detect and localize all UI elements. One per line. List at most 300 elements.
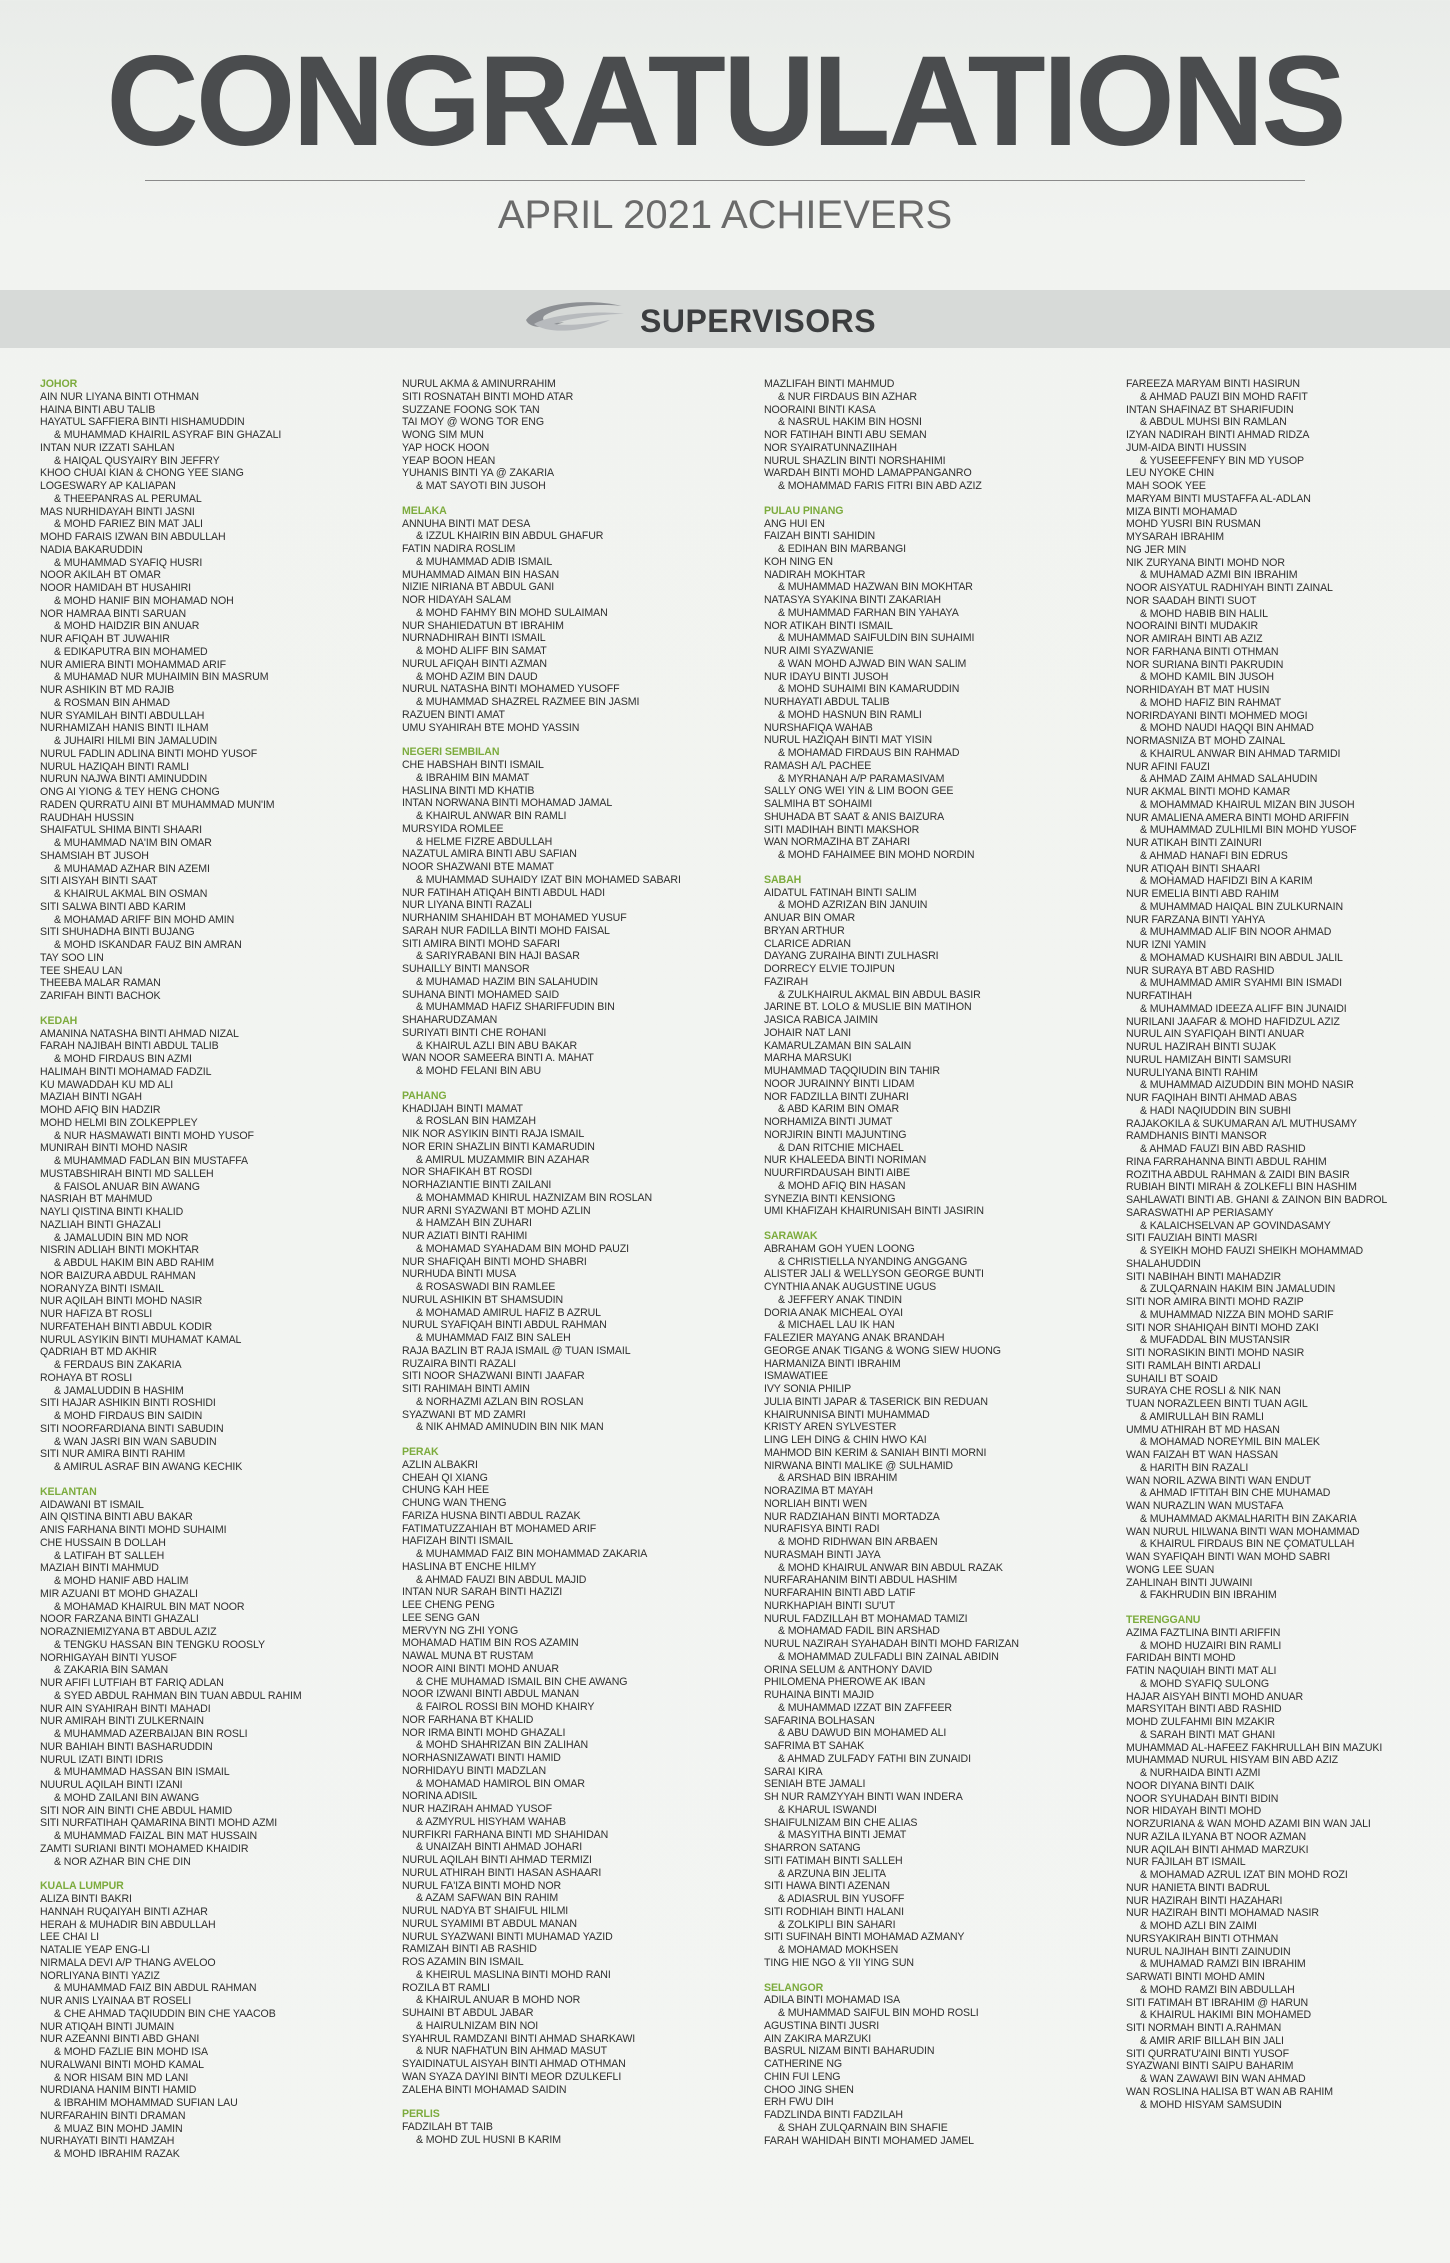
achiever-name: MARYAM BINTI MUSTAFFA AL-ADLAN: [1126, 492, 1311, 505]
achiever-name: NURUL FADZILLAH BT MOHAMAD TAMIZI: [764, 1612, 968, 1625]
achiever-name: NURASMAH BINTI JAYA: [764, 1548, 881, 1561]
achiever-name: LOGESWARY AP KALIAPAN: [40, 480, 176, 492]
achiever-name: & MUHAMMAD HAZWAN BIN MOKHTAR: [778, 581, 973, 594]
achiever-name: & CHE AHMAD TAQIUDDIN BIN CHE YAACOB: [54, 2007, 276, 2020]
achiever-name: & MUFADDAL BIN MUSTANSIR: [1140, 1334, 1291, 1347]
achiever-name: & SARIYRABANI BIN HAJI BASAR: [416, 950, 580, 963]
achiever-name: NORAZIMA BT MAYAH: [764, 1485, 873, 1497]
achiever-name: NUR HAZIRAH AHMAD YUSOF: [402, 1803, 552, 1815]
achiever-name: & MOHD FIRDAUS BIN SAIDIN: [54, 1410, 203, 1422]
achiever-name: & MUHAMMAD ALIF BIN NOOR AHMAD: [1140, 926, 1332, 939]
achiever-name: & THEEPANRAS AL PERUMAL: [54, 492, 202, 505]
achiever-name: JUM-AIDA BINTI HUSSIN: [1126, 441, 1247, 454]
achiever-name: SAFRIMA BT SAHAK: [764, 1740, 865, 1752]
achiever-name: NURUL SYAMIMI BT ABDUL MANAN: [402, 1917, 577, 1930]
achiever-name: & MUHAMAD NUR MUHAIMIN BIN MASRUM: [54, 671, 269, 684]
achiever-name: NUR LIYANA BINTI RAZALI: [402, 899, 532, 912]
achiever-name: NUR SHAHIEDATUN BT IBRAHIM: [402, 619, 564, 632]
achiever-name: CHE HABSHAH BINTI ISMAIL: [402, 759, 544, 771]
achiever-name: & AZAM SAFWAN BIN RAHIM: [416, 1892, 559, 1905]
achiever-name: & EDIHAN BIN MARBANGI: [778, 543, 906, 555]
achiever-name: NOR SYAIRATUNNAZIIHAH: [764, 441, 897, 454]
achiever-name: SHARRON SATANG: [764, 1842, 861, 1854]
achiever-name: SH NUR RAMZYYAH BINTI WAN INDERA: [764, 1791, 963, 1803]
achiever-name: & MOHD FIRDAUS BIN AZMI: [54, 1053, 192, 1065]
achiever-name: & AMIRUL ASRAF BIN AWANG KECHIK: [54, 1461, 243, 1473]
achiever-name: NADIRAH MOKHTAR: [764, 568, 866, 581]
achiever-name: & KHAIRUL ANUAR B MOHD NOR: [416, 1994, 581, 2007]
achiever-name: & MASYITHA BINTI JEMAT: [778, 1829, 907, 1842]
achiever-name: AIDATUL FATINAH BINTI SALIM: [764, 886, 917, 899]
achiever-name: NORINA ADISIL: [402, 1790, 478, 1803]
achiever-name: BASRUL NIZAM BINTI BAHARUDIN: [764, 2045, 935, 2058]
achiever-name: MARHA MARSUKI: [764, 1052, 852, 1065]
achiever-name: NOR HIDAYAH BINTI MOHD: [1126, 1805, 1262, 1818]
achiever-name: NUR AIMI SYAZWANIE: [764, 645, 874, 657]
achiever-name: NOOR AINI BINTI MOHD ANUAR: [402, 1662, 559, 1675]
achiever-name: & MOHD KHAIRUL ANWAR BIN ABDUL RAZAK: [778, 1561, 1003, 1574]
achiever-name: NADIA BAKARUDDIN: [40, 543, 143, 556]
section-label: SUPERVISORS: [640, 303, 877, 339]
achiever-name: ZARIFAH BINTI BACHOK: [40, 990, 161, 1002]
achiever-name: NORHAMIZA BINTI JUMAT: [764, 1116, 893, 1128]
achiever-name: & MOHD NAUDI HAQQI BIN AHMAD: [1140, 722, 1314, 735]
achiever-name: & FAKHRUDIN BIN IBRAHIM: [1140, 1589, 1277, 1602]
region-heading: MELAKA: [402, 504, 447, 517]
achiever-name: NURHAYATI ABDUL TALIB: [764, 696, 890, 708]
achiever-name: SITI RODHIAH BINTI HALANI: [764, 1905, 904, 1918]
achiever-name: WAN NURAZLIN WAN MUSTAFA: [1126, 1500, 1284, 1512]
achiever-name: & WAN ZAWAWI BIN WAN AHMAD: [1140, 2073, 1306, 2085]
page-title: CONGRATULATIONS: [106, 30, 1344, 173]
achiever-name: RAZUEN BINTI AMAT: [402, 708, 505, 721]
achiever-name: & ARZUNA BIN JELITA: [778, 1867, 886, 1880]
achiever-name: INTAN NUR SARAH BINTI HAZIZI: [402, 1586, 563, 1599]
achiever-name: NUR HAZIRAH BINTI MOHAMAD NASIR: [1126, 1907, 1319, 1920]
achiever-name: SARWATI BINTI MOHD AMIN: [1126, 1971, 1265, 1983]
achiever-name: & WAN JASRI BIN WAN SABUDIN: [54, 1435, 217, 1448]
achiever-name: NORLIAH BINTI WEN: [764, 1497, 868, 1510]
achiever-name: NOORAINI BINTI KASA: [764, 403, 876, 416]
achiever-name: & NUR FIRDAUS BIN AZHAR: [778, 390, 917, 403]
achiever-name: NURUL SYAZWANI BINTI MUHAMAD YAZID: [402, 1930, 613, 1943]
achiever-name: & NUR HASMAWATI BINTI MOHD YUSOF: [54, 1129, 254, 1142]
achiever-name: SHAIFULNIZAM BIN CHE ALIAS: [764, 1816, 918, 1829]
achiever-name: HASLINA BINTI MD KHATIB: [402, 784, 535, 797]
achiever-name: NURUL HAZIQAH BINTI RAMLI: [40, 760, 189, 773]
achiever-name: NAZLIAH BINTI GHAZALI: [40, 1218, 161, 1231]
achiever-name: NURUL ATHIRAH BINTI HASAN ASHAARI: [402, 1866, 602, 1879]
achiever-name: & MOHAMMAD FARIS FITRI BIN ABD AZIZ: [778, 480, 982, 492]
achiever-name: NOORAINI BINTI MUDAKIR: [1126, 620, 1258, 633]
achiever-name: NUR HAZIRAH BINTI HAZAHARI: [1126, 1894, 1283, 1907]
achiever-name: MARSYITAH BINTI ABD RASHID: [1126, 1703, 1282, 1716]
achiever-name: ROS AZAMIN BIN ISMAIL: [402, 1956, 524, 1968]
achiever-name: SAHLAWATI BINTI AB. GHANI & ZAINON BIN BADROL: [1126, 1194, 1388, 1206]
achiever-name: KHAIRUNNISA BINTI MUHAMMAD: [764, 1408, 930, 1421]
achiever-name: NURUL IZATI BINTI IDRIS: [40, 1753, 164, 1766]
achiever-name: LEU NYOKE CHIN: [1126, 467, 1215, 480]
achiever-name: QADRIAH BT MD AKHIR: [40, 1346, 157, 1359]
achiever-name: NUR SYAMILAH BINTI ABDULLAH: [40, 709, 205, 722]
achiever-name: & KHAIRUL AKMAL BIN OSMAN: [54, 888, 208, 900]
achiever-name: NOOR AKILAH BT OMAR: [40, 569, 161, 582]
achiever-name: & NURHAIDA BINTI AZMI: [1140, 1767, 1261, 1779]
achiever-name: WAN NORMAZIHA BT ZAHARI: [764, 836, 911, 849]
achiever-name: ABRAHAM GOH YUEN LOONG: [764, 1242, 915, 1255]
achiever-name: NURHAYATI BINTI HAMZAH: [40, 2135, 175, 2148]
achiever-name: & TENGKU HASSAN BIN TENGKU ROOSLY: [54, 1638, 265, 1651]
achiever-name: SUHAILLY BINTI MANSOR: [402, 963, 530, 975]
achiever-name: TUAN NORAZLEEN BINTI TUAN AGIL: [1126, 1398, 1308, 1410]
achiever-name: & IBRAHIM MOHAMMAD SUFIAN LAU: [54, 2097, 238, 2109]
achiever-name: RADEN QURRATU AINI BT MUHAMMAD MUN'IM: [40, 798, 275, 811]
achiever-name: MUNIRAH BINTI MOHD NASIR: [40, 1142, 188, 1155]
achiever-name: & MOHD HANIF ABD HALIM: [54, 1575, 189, 1587]
achiever-name: NAZATUL AMIRA BINTI ABU SAFIAN: [402, 848, 577, 861]
achiever-name: MUHAMMAD AIMAN BIN HASAN: [402, 568, 560, 581]
achiever-name: CLARICE ADRIAN: [764, 937, 851, 950]
achiever-name: YUHANIS BINTI YA @ ZAKARIA: [402, 467, 554, 480]
achiever-name: SITI RAHIMAH BINTI AMIN: [402, 1383, 530, 1395]
achiever-name: NUR AMIERA BINTI MOHAMMAD ARIF: [40, 658, 226, 671]
achiever-name: NOR HAMRAA BINTI SARUAN: [40, 607, 187, 620]
achiever-name: NOR ERIN SHAZLIN BINTI KAMARUDIN: [402, 1140, 595, 1153]
achiever-name: SITI NOORFARDIANA BINTI SABUDIN: [40, 1422, 224, 1435]
achiever-name: NUR AFIQAH BT JUWAHIR: [40, 633, 170, 645]
achiever-name: RAMIZAH BINTI AB RASHID: [402, 1943, 537, 1956]
achiever-name: KHADIJAH BINTI MAMAT: [402, 1102, 523, 1115]
achiever-name: FAIZAH BINTI SAHIDIN: [764, 530, 876, 543]
achiever-name: & MUAZ BIN MOHD JAMIN: [54, 2122, 183, 2135]
achiever-name: NOOR IZWANI BINTI ABDUL MANAN: [402, 1688, 580, 1701]
achiever-name: MUHAMMAD NURUL HISYAM BIN ABD AZIZ: [1126, 1754, 1339, 1767]
achiever-name: NOOR SHAZWANI BTE MAMAT: [402, 861, 554, 873]
achiever-name: & HELME FIZRE ABDULLAH: [416, 835, 553, 848]
achiever-name: NUR AQILAH BINTI AHMAD MARZUKI: [1126, 1843, 1309, 1856]
achiever-name: JASICA RABICA JAIMIN: [764, 1014, 878, 1026]
achiever-name: NUR AZEANNI BINTI ABD GHANI: [40, 2033, 200, 2046]
achiever-name: SITI NORMAH BINTI A.RAHMAN: [1126, 2022, 1282, 2034]
achiever-name: HARMANIZA BINTI IBRAHIM: [764, 1357, 901, 1370]
achiever-name: MOHAMAD HATIM BIN ROS AZAMIN: [402, 1637, 579, 1650]
achiever-name: & MOHD KAMIL BIN JUSOH: [1140, 671, 1274, 684]
achiever-name: NISRIN ADLIAH BINTI MOKHTAR: [40, 1244, 199, 1257]
achiever-name: NURUL AKMA & AMINURRAHIM: [402, 378, 556, 390]
achiever-name: NURAFISYA BINTI RADI: [764, 1523, 880, 1536]
achiever-name: & AHMAD PAUZI BIN MOHD RAFIT: [1140, 390, 1308, 403]
achiever-name: CHUNG WAN THENG: [402, 1497, 507, 1509]
achiever-name: NUR AFIFI LUTFIAH BT FARIQ ADLAN: [40, 1677, 224, 1689]
achiever-name: SUHAILI BT SOAID: [1126, 1372, 1218, 1385]
achiever-name: & SARAH BINTI MAT GHANI: [1140, 1728, 1276, 1741]
achiever-name: & NIK AHMAD AMINUDIN BIN NIK MAN: [416, 1421, 604, 1434]
achiever-name: NUR HAFIZA BT ROSLI: [40, 1308, 153, 1320]
achiever-name: & CHRISTIELLA NYANDING ANGGANG: [778, 1255, 968, 1268]
achiever-name: AIDAWANI BT ISMAIL: [40, 1498, 144, 1511]
achiever-name: & MUHAMMAD AZERBAIJAN BIN ROSLI: [54, 1728, 248, 1740]
achiever-name: NURDIANA HANIM BINTI HAMID: [40, 2084, 197, 2097]
achiever-name: & KHAIRUL ANWAR BIN AHMAD TARMIDI: [1140, 747, 1341, 760]
achiever-name: MOHD FARAIS IZWAN BIN ABDULLAH: [40, 531, 226, 543]
achiever-name: & MOHAMAD HAFIDZI BIN A KARIM: [1140, 875, 1313, 888]
achiever-name: SUHAINI BT ABDUL JABAR: [402, 2007, 534, 2019]
achiever-name: & MOHD FAHMY BIN MOHD SULAIMAN: [416, 606, 608, 619]
achiever-name: & AZMYRUL HISYHAM WAHAB: [416, 1815, 566, 1828]
achiever-name: NUR ASHIKIN BT MD RAJIB: [40, 684, 175, 696]
achiever-name: ONG AI YIONG & TEY HENG CHONG: [40, 786, 220, 798]
achiever-name: WAN NURUL HILWANA BINTI WAN MOHAMMAD: [1126, 1525, 1360, 1538]
achiever-name: & ABDUL HAKIM BIN ABD RAHIM: [54, 1257, 214, 1269]
achiever-name: NOR FADZILLA BINTI ZUHARI: [764, 1090, 909, 1103]
achiever-name: & MOHD AZRIZAN BIN JANUIN: [778, 899, 928, 912]
achiever-name: RINA FARRAHANNA BINTI ABDUL RAHIM: [1126, 1155, 1327, 1168]
achiever-name: NURUL HAZIQAH BINTI MAT YISIN: [764, 734, 932, 747]
achiever-name: NIRWANA BINTI MALIKE @ SULHAMID: [764, 1459, 953, 1472]
achiever-name: NOR SURIANA BINTI PAKRUDIN: [1126, 658, 1284, 671]
achiever-name: & MAT SAYOTI BIN JUSOH: [416, 480, 546, 492]
achiever-name: CATHERINE NG: [764, 2058, 843, 2070]
achiever-name: & ROSMAN BIN AHMAD: [54, 696, 170, 709]
achiever-name: & MUHAMMAD ZULHILMI BIN MOHD YUSOF: [1140, 824, 1357, 837]
achiever-name: NUR SURAYA BT ABD RASHID: [1126, 964, 1275, 977]
achiever-name: & MOHAMAD HAMIROL BIN OMAR: [416, 1777, 585, 1790]
achiever-name: HASLINA BT ENCHE HILMY: [402, 1560, 537, 1573]
achiever-name: NURUN NAJWA BINTI AMINUDDIN: [40, 773, 208, 786]
achiever-name: NURUL AFIQAH BINTI AZMAN: [402, 657, 547, 670]
achiever-name: FAREEZA MARYAM BINTI HASIRUN: [1126, 378, 1300, 390]
achiever-name: RAUDHAH HUSSIN: [40, 811, 134, 824]
achiever-name: NURALWANI BINTI MOHD KAMAL: [40, 2058, 204, 2071]
achiever-name: NUR SHAFIQAH BINTI MOHD SHABRI: [402, 1255, 587, 1268]
achiever-name: & ARSHAD BIN IBRAHIM: [778, 1472, 898, 1485]
achiever-name: NATALIE YEAP ENG-LI: [40, 1944, 150, 1956]
achiever-name: HERAH & MUHADIR BIN ABDULLAH: [40, 1918, 216, 1931]
achiever-name: RAMASH A/L PACHEE: [764, 759, 872, 772]
achiever-name: & MUHAMMAD FARHAN BIN YAHAYA: [778, 606, 959, 619]
achiever-name: AIN QISTINA BINTI ABU BAKAR: [40, 1511, 193, 1524]
achiever-name: CYNTHIA ANAK AUGUSTINE UGUS: [764, 1281, 937, 1293]
achiever-name: MUSTABSHIRAH BINTI MD SALLEH: [40, 1167, 214, 1180]
achiever-name: NUR AIN SYAHIRAH BINTI MAHADI: [40, 1702, 211, 1715]
achiever-name: & MOHD RAMZI BIN ABDULLAH: [1140, 1983, 1295, 1996]
region-heading: SARAWAK: [764, 1230, 818, 1242]
achiever-name: & MUHAMMAD HASSAN BIN ISMAIL: [54, 1766, 230, 1779]
achiever-name: & MUHAMMAD FAIZAL BIN MAT HUSSAIN: [54, 1830, 258, 1842]
achiever-name: NOR BAIZURA ABDUL RAHMAN: [40, 1269, 196, 1282]
achiever-name: NOR SHAFIKAH BT ROSDI: [402, 1166, 533, 1179]
achiever-name: & MOHAMAD ARIFF BIN MOHD AMIN: [54, 913, 235, 926]
achiever-name: AIN ZAKIRA MARZUKI: [764, 2032, 872, 2045]
achiever-name: JARINE BT. LOLO & MUSLIE BIN MATIHON: [764, 1001, 972, 1014]
achiever-name: SITI NOOR SHAZWANI BINTI JAAFAR: [402, 1370, 585, 1383]
achiever-name: & MOHAMAD AZRUL IZAT BIN MOHD ROZI: [1140, 1869, 1348, 1881]
achiever-name: ANG HUI EN: [764, 517, 825, 530]
achiever-name: BRYAN ARTHUR: [764, 924, 845, 937]
achiever-name: FADZILAH BT TAIB: [402, 2121, 493, 2133]
achiever-name: SAFARINA BOLHASAN: [764, 1714, 875, 1727]
achiever-name: NUR ARNI SYAZWANI BT MOHD AZLIN: [402, 1204, 591, 1217]
achiever-name: MAHMOD BIN KERIM & SANIAH BINTI MORNI: [764, 1446, 987, 1459]
achiever-name: SITI SHUHADHA BINTI BUJANG: [40, 926, 195, 939]
achiever-name: & MUHAMAD RAMZI BIN IBRAHIM: [1140, 1958, 1306, 1971]
achiever-name: FARIDAH BINTI MOHD: [1126, 1652, 1236, 1665]
region-heading: PAHANG: [402, 1089, 447, 1102]
achiever-name: WAN NOOR SAMEERA BINTI A. MAHAT: [402, 1052, 594, 1065]
achiever-name: NURNADHIRAH BINTI ISMAIL: [402, 632, 546, 645]
achiever-name: & MOHD AZLI BIN ZAIMI: [1140, 1920, 1257, 1932]
achiever-name: SITI NUR AMIRA BINTI RAHIM: [40, 1448, 186, 1461]
achiever-name: INTAN NORWANA BINTI MOHAMAD JAMAL: [402, 797, 613, 810]
achiever-name: & MUHAMAD AZHAR BIN AZEMI: [54, 862, 210, 875]
achiever-name: NUR IDAYU BINTI JUSOH: [764, 670, 889, 683]
achiever-name: NUR ATIQAH BINTI SHAARI: [1126, 862, 1261, 875]
achiever-name: NOR HIDAYAH SALAM: [402, 594, 512, 606]
achiever-name: & HARITH BIN RAZALI: [1140, 1461, 1249, 1474]
achiever-name: MOHD ZULFAHMI BIN MZAKIR: [1126, 1716, 1275, 1728]
achiever-name: NURUL ASYIKIN BINTI MUHAMAT KAMAL: [40, 1333, 242, 1346]
achiever-name: MIZA BINTI MOHAMAD: [1126, 505, 1238, 518]
achiever-name: AZIMA FAZTLINA BINTI ARIFFIN: [1126, 1626, 1281, 1639]
achiever-name: & ROSLAN BIN HAMZAH: [416, 1115, 536, 1128]
achiever-name: SHAHARUDZAMAN: [402, 1014, 498, 1026]
achiever-name: & MUHAMMAD FAIZ BIN ABDUL RAHMAN: [54, 1982, 257, 1995]
achiever-name: WONG LEE SUAN: [1126, 1563, 1215, 1576]
achiever-name: WAN SYAZA DAYINI BINTI MEOR DZULKEFLI: [402, 2070, 622, 2083]
achiever-name: NURUL FA'IZA BINTI MOHD NOR: [402, 1879, 562, 1892]
achiever-name: NURHAMIZAH HANIS BINTI ILHAM: [40, 722, 209, 735]
achiever-name: & MUHAMMAD HAFIZ SHARIFFUDIN BIN: [416, 1001, 615, 1014]
achiever-name: NURULIYANA BINTI RAHIM: [1126, 1066, 1258, 1079]
achiever-name: NORANYZA BINTI ISMAIL: [40, 1282, 164, 1295]
achiever-name: NORAZNIEMIZYANA BT ABDUL AZIZ: [40, 1626, 217, 1638]
achiever-name: YEAP BOON HEAN: [402, 454, 496, 467]
achiever-name: HANNAH RUQAIYAH BINTI AZHAR: [40, 1905, 208, 1918]
achiever-name: ROZITHA ABDUL RAHMAN & ZAIDI BIN BASIR: [1126, 1168, 1350, 1181]
achiever-name: & MOHD RIDHWAN BIN ARBAEN: [778, 1536, 938, 1548]
achiever-name: & MUHAMMAD SAIFUL BIN MOHD ROSLI: [778, 2007, 979, 2019]
achiever-name: & NASRUL HAKIM BIN HOSNI: [778, 416, 922, 429]
achiever-name: SARAH NUR FADILLA BINTI MOHD FAISAL: [402, 924, 610, 937]
achiever-name: RAJAKOKILA & SUKUMARAN A/L MUTHUSAMY: [1126, 1117, 1357, 1130]
achiever-name: & MOHD HABIB BIN HALIL: [1140, 607, 1268, 620]
achiever-name: & WAN MOHD AJWAD BIN WAN SALIM: [778, 657, 967, 670]
achiever-name: IVY SONIA PHILIP: [764, 1383, 852, 1395]
achiever-name: SYAIDINATUL AISYAH BINTI AHMAD OTHMAN: [402, 2058, 626, 2070]
names-column-3: [764, 378, 1114, 2147]
achiever-name: & MOHD ZAILANI BIN AWANG: [54, 1791, 200, 1804]
achiever-name: GEORGE ANAK TIGANG & WONG SIEW HUONG: [764, 1344, 1001, 1357]
achiever-name: SHAMSIAH BT JUSOH: [40, 849, 149, 862]
achiever-name: FARAH NAJIBAH BINTI ABDUL TALIB: [40, 1040, 219, 1053]
achiever-name: & ABDUL MUHSI BIN RAMLAN: [1140, 416, 1287, 429]
achiever-name: RUHAINA BINTI MAJID: [764, 1689, 874, 1701]
achiever-name: ROHAYA BT ROSLI: [40, 1371, 133, 1384]
achiever-name: & MUHAMAD AZMI BIN IBRAHIM: [1140, 569, 1298, 582]
achiever-name: NIK NOR ASYIKIN BINTI RAJA ISMAIL: [402, 1128, 585, 1140]
achiever-name: NUR ATIQAH BINTI JUMAIN: [40, 2020, 175, 2033]
achiever-name: NURFARAHIN BINTI DRAMAN: [40, 2109, 186, 2122]
achiever-name: NURFARAHIN BINTI ABD LATIF: [764, 1587, 916, 1599]
achiever-name: ANIS FARHANA BINTI MOHD SUHAIMI: [40, 1524, 227, 1536]
achiever-name: & FERDAUS BIN ZAKARIA: [54, 1359, 182, 1371]
achiever-name: NIRMALA DEVI A/P THANG AVELOO: [40, 1956, 216, 1969]
achiever-name: CHOO JING SHEN: [764, 2083, 854, 2096]
achiever-name: NAYLI QISTINA BINTI KHALID: [40, 1206, 184, 1218]
achiever-name: HAFIZAH BINTI ISMAIL: [402, 1535, 514, 1548]
achiever-name: TAY SOO LIN: [40, 951, 104, 964]
achiever-name: SURAYA CHE ROSLI & NIK NAN: [1126, 1385, 1281, 1398]
achiever-name: & MOHAMAD KHAIRUL BIN MAT NOOR: [54, 1600, 245, 1613]
achiever-name: FALEZIER MAYANG ANAK BRANDAH: [764, 1332, 945, 1344]
achiever-name: NAWAL MUNA BT RUSTAM: [402, 1650, 534, 1662]
achiever-name: LEE CHAI LI: [40, 1931, 99, 1944]
achiever-name: INTAN SHAFINAZ BT SHARIFUDIN: [1126, 403, 1294, 416]
achiever-name: NURHUDA BINTI MUSA: [402, 1268, 517, 1281]
achiever-name: SITI RAMLAH BINTI ARDALI: [1126, 1359, 1261, 1372]
region-heading: PERAK: [402, 1446, 439, 1458]
achiever-name: & HAIRULNIZAM BIN NOI: [416, 2019, 539, 2032]
achiever-name: & KHEIRUL MASLINA BINTI MOHD RANI: [416, 1968, 611, 1981]
achiever-name: & MUHAMAD HAZIM BIN SALAHUDIN: [416, 975, 598, 988]
achiever-name: WONG SIM MUN: [402, 429, 484, 441]
achiever-name: NURUL NADYA BT SHAIFUL HILMI: [402, 1905, 569, 1917]
achiever-name: & MOHAMAD MOKHSEN: [778, 1944, 899, 1956]
achiever-name: SHALAHUDDIN: [1126, 1257, 1201, 1270]
achiever-name: & MUHAMMAD HAIQAL BIN ZULKURNAIN: [1140, 900, 1344, 913]
achiever-name: SITI NORASIKIN BINTI MOHD NASIR: [1126, 1347, 1305, 1359]
achiever-name: & MOHD HUZAIRI BIN RAMLI: [1140, 1639, 1282, 1652]
achiever-name: & MOHD FARIEZ BIN MAT JALI: [54, 518, 203, 531]
achiever-name: KHOO CHUAI KIAN & CHONG YEE SIANG: [40, 467, 244, 480]
achiever-name: LING LEH DING & CHIN HWO KAI: [764, 1434, 927, 1446]
achiever-name: NORMASNIZA BT MOHD ZAINAL: [1126, 735, 1286, 747]
achiever-name: & YUSEEFFENFY BIN MD YUSOP: [1140, 454, 1304, 467]
achiever-name: & MOHD HASNUN BIN RAMLI: [778, 708, 922, 721]
achiever-name: MOHD AFIQ BIN HADZIR: [40, 1104, 161, 1116]
region-heading: NEGERI SEMBILAN: [402, 746, 500, 759]
achiever-name: & AHMAD HANAFI BIN EDRUS: [1140, 849, 1288, 862]
achiever-name: NURSHAFIQA WAHAB: [764, 721, 873, 734]
achiever-name: NUR AFINI FAUZI: [1126, 760, 1210, 773]
achiever-name: AIN NUR LIYANA BINTI OTHMAN: [40, 390, 199, 403]
achiever-name: & UNAIZAH BINTI AHMAD JOHARI: [416, 1841, 583, 1854]
achiever-name: NURFATEHAH BINTI ABDUL KODIR: [40, 1320, 213, 1333]
achiever-name: NOOR SYUHADAH BINTI BIDIN: [1126, 1792, 1279, 1805]
achiever-name: & MUHAMMAD SYAFIQ HUSRI: [54, 556, 203, 569]
region-heading: JOHOR: [40, 378, 78, 390]
achiever-name: NIK ZURYANA BINTI MOHD NOR: [1126, 556, 1285, 569]
achiever-name: WARDAH BINTI MOHD LAMAPPANGANRO: [764, 467, 972, 480]
names-column-1: [40, 378, 390, 2161]
achiever-name: & MUHAMMAD ADIB ISMAIL: [416, 555, 553, 568]
achiever-name: NOR FATIHAH BINTI ABU SEMAN: [764, 429, 927, 441]
achiever-name: & ABU DAWUD BIN MOHAMED ALI: [778, 1727, 947, 1740]
achiever-name: CHE HUSSAIN B DOLLAH: [40, 1536, 166, 1549]
achiever-name: & MICHAEL LAU IK HAN: [778, 1319, 895, 1332]
achiever-name: & NOR AZHAR BIN CHE DIN: [54, 1855, 191, 1868]
achiever-name: ALISTER JALI & WELLYSON GEORGE BUNTI: [764, 1268, 984, 1281]
achiever-name: & MOHAMAD KUSHAIRI BIN ABDUL JALIL: [1140, 951, 1343, 964]
achiever-name: TAI MOY @ WONG TOR ENG: [402, 416, 544, 429]
achiever-name: NURUL HAMIZAH BINTI SAMSURI: [1126, 1053, 1292, 1066]
achiever-name: NURILANI JAAFAR & MOHD HAFIDZUL AZIZ: [1126, 1015, 1340, 1028]
achiever-name: NOR AMIRAH BINTI AB AZIZ: [1126, 633, 1263, 645]
achiever-name: CHIN FUI LENG: [764, 2070, 841, 2083]
achiever-name: ORINA SELUM & ANTHONY DAVID: [764, 1663, 933, 1676]
achiever-name: SITI NOR AIN BINTI CHE ABDUL HAMID: [40, 1804, 233, 1817]
names-column-4: [1126, 378, 1450, 2111]
